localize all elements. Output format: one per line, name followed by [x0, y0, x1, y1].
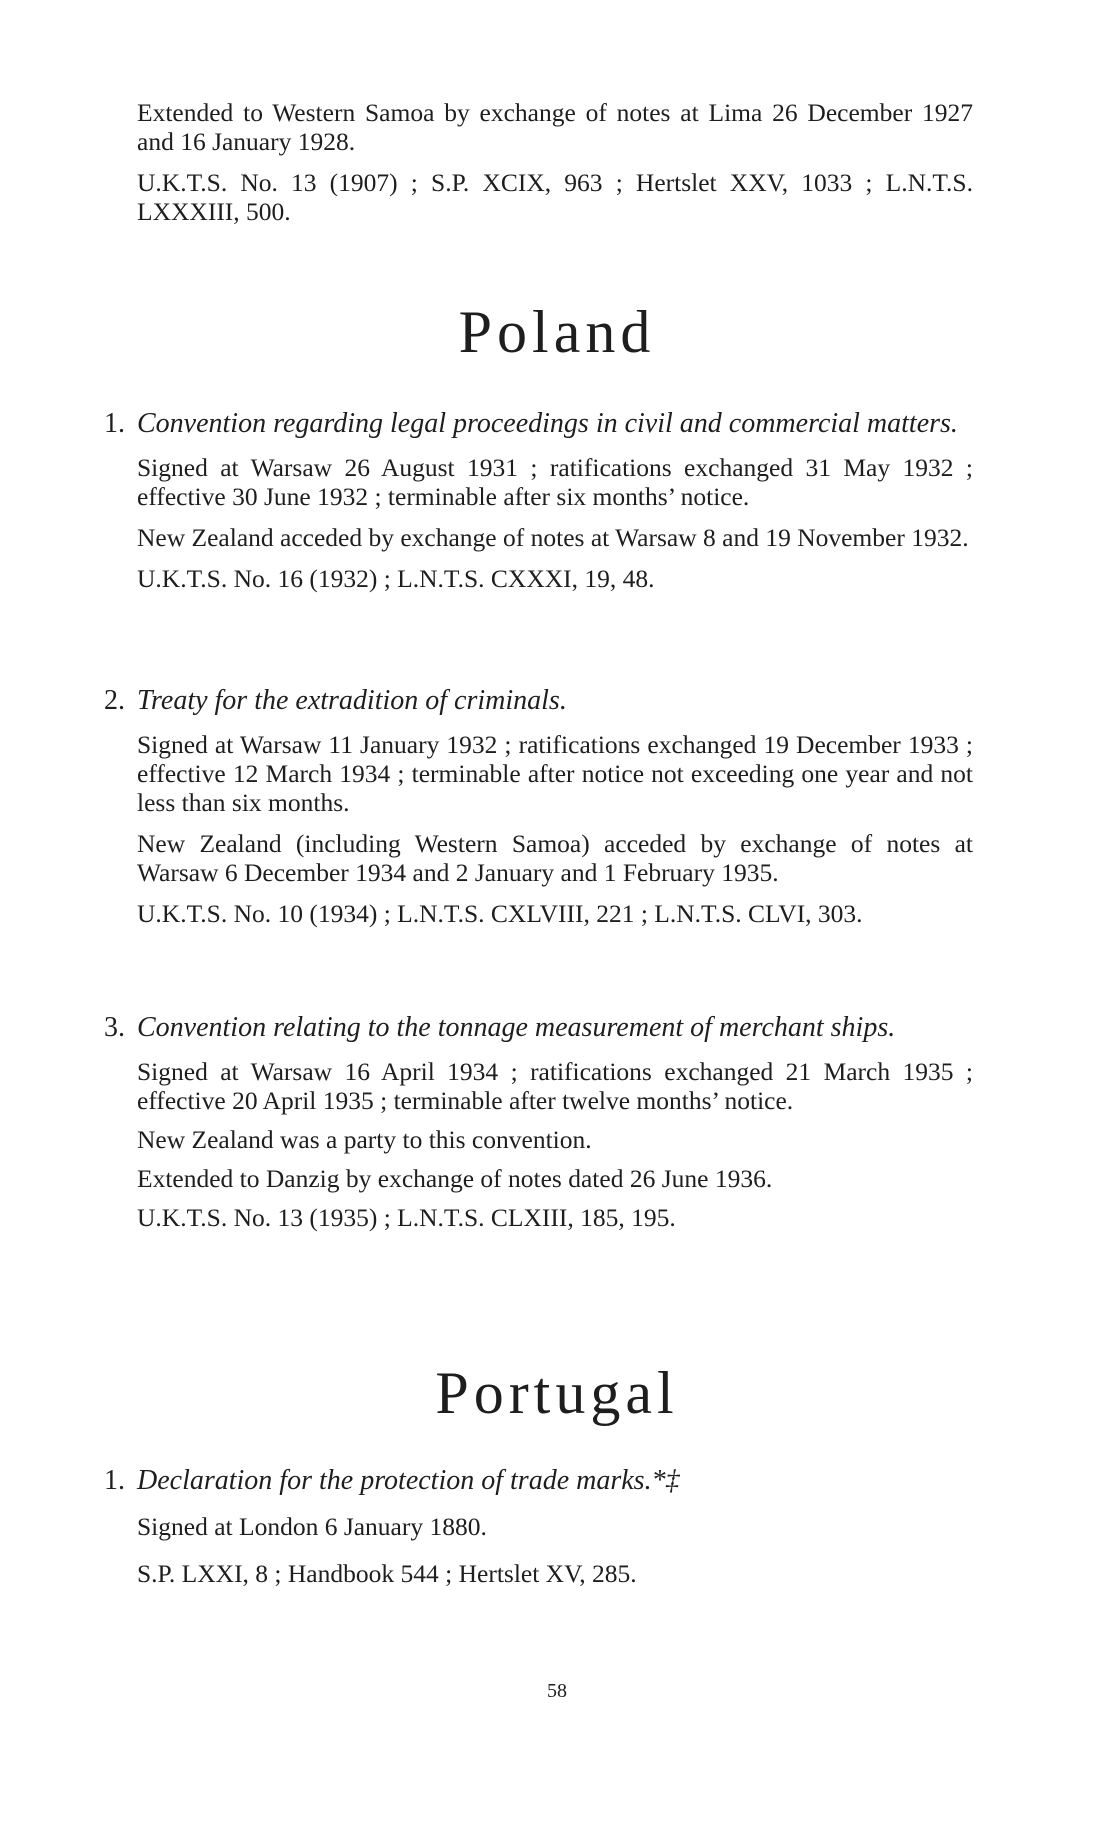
item-body	[104, 453, 973, 593]
item-number: 1.	[104, 1465, 125, 1496]
item-title: Treaty for the extradition of criminals.	[137, 685, 567, 716]
item-paragraph: Signed at London 6 January 1880.	[137, 1512, 487, 1541]
item-heading	[104, 1465, 973, 1496]
item-body	[104, 730, 973, 928]
portugal-item-1	[104, 1465, 973, 1600]
item-number: 2.	[104, 685, 125, 716]
item-number: 3.	[104, 1012, 125, 1043]
item-paragraph: New Zealand was a party to this convention.	[137, 1125, 592, 1154]
item-body	[104, 1512, 973, 1588]
country-heading-portugal: Portugal	[435, 1360, 679, 1426]
item-number: 1.	[104, 408, 125, 439]
poland-item-2	[104, 685, 973, 940]
item-title: Convention regarding legal proceedings in civil and commercial matters.	[137, 408, 958, 439]
preamble-references: U.K.T.S. No. 13 (1907) ; S.P. XCIX, 963 ; Hertslet XXV, 1033 ; L.N.T.S. LXXXIII, 500.	[137, 168, 973, 226]
preamble-extension-note: Extended to Western Samoa by exchange of notes at Lima 26 December 1927 and 16 January 1928.	[137, 98, 973, 156]
item-title: Declaration for the protection of trade marks.*‡	[137, 1465, 680, 1496]
item-paragraph: Signed at Warsaw 26 August 1931 ; ratifications exchanged 31 May 1932 ; effective 30 June 1932 ; terminable after six months’ notice.	[137, 453, 973, 511]
country-heading-poland: Poland	[458, 299, 656, 365]
item-paragraph: U.K.T.S. No. 13 (1935) ; L.N.T.S. CLXIII, 185, 195.	[137, 1203, 676, 1232]
item-paragraph: New Zealand acceded by exchange of notes at Warsaw 8 and 19 November 1932.	[137, 523, 969, 552]
item-paragraph: S.P. LXXI, 8 ; Handbook 544 ; Hertslet XV, 285.	[137, 1559, 637, 1588]
poland-item-1	[104, 408, 973, 605]
item-paragraph: Signed at Warsaw 16 April 1934 ; ratifications exchanged 21 March 1935 ; effective 20 April 1935 ; terminable after twelve months’ notice.	[137, 1057, 973, 1115]
item-heading	[104, 685, 973, 716]
preamble	[137, 98, 973, 238]
item-body	[104, 1057, 973, 1232]
page-number: 58	[547, 1680, 567, 1702]
item-paragraph: Signed at Warsaw 11 January 1932 ; ratifications exchanged 19 December 1933 ; effective 12 March 1934 ; terminable after notice not exceeding one year and not less than six months.	[137, 730, 973, 817]
item-title: Convention relating to the tonnage measurement of merchant ships.	[137, 1012, 896, 1043]
item-paragraph: U.K.T.S. No. 16 (1932) ; L.N.T.S. CXXXI, 19, 48.	[137, 564, 655, 593]
poland-item-3	[104, 1012, 973, 1242]
item-heading	[104, 408, 973, 439]
item-paragraph: New Zealand (including Western Samoa) acceded by exchange of notes at Warsaw 6 December 1934 and 2 January and 1 February 1935.	[137, 829, 973, 887]
item-paragraph: U.K.T.S. No. 10 (1934) ; L.N.T.S. CXLVIII, 221 ; L.N.T.S. CLVI, 303.	[137, 899, 863, 928]
item-paragraph: Extended to Danzig by exchange of notes dated 26 June 1936.	[137, 1164, 773, 1193]
item-heading	[104, 1012, 973, 1043]
